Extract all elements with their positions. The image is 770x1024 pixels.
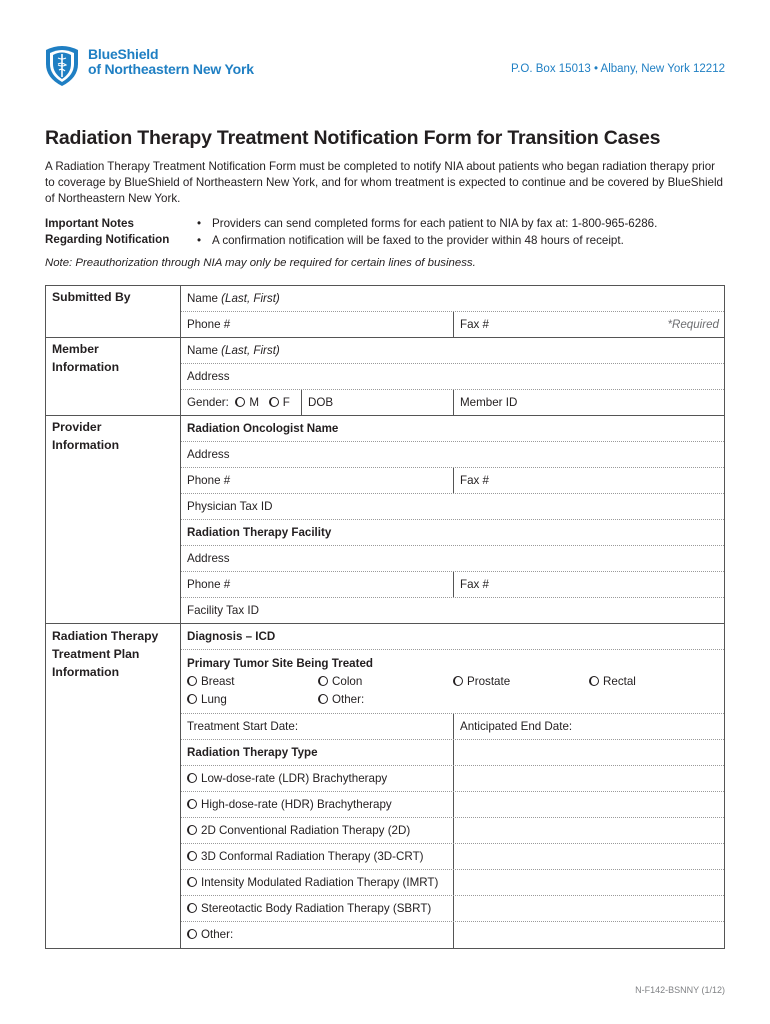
treatment-dates-row [181,714,724,740]
therapy-option-other[interactable]: Other: [181,922,724,948]
radio-circle-icon[interactable] [453,676,463,686]
notes-list [197,216,657,249]
submitter-contact-row [181,312,724,338]
treatment-start-date-field[interactable]: Treatment Start Date: [187,720,299,733]
provider-fax-field[interactable]: Fax # [453,468,724,493]
radio-circle-icon[interactable] [187,877,197,887]
radio-circle-icon[interactable] [187,825,197,835]
therapy-type-heading: Radiation Therapy Type [187,746,318,759]
page-title: Radiation Therapy Treatment Notification Form for Transition Cases [45,127,661,149]
radio-circle-icon[interactable] [318,676,328,686]
therapy-option-imrt[interactable]: Intensity Modulated Radiation Therapy (IMRT) [181,870,724,896]
section-divider [46,337,181,338]
member-address-field[interactable]: Address [181,364,724,390]
submitter-fax-field[interactable]: Fax # [453,312,724,337]
radio-circle-icon[interactable] [187,773,197,783]
section-treatment: Radiation Therapy Treatment Plan Information [52,629,159,679]
diagnosis-icd-field[interactable]: Diagnosis – ICD [181,624,724,650]
intro-paragraph: A Radiation Therapy Treatment Notification Form must be completed to notify NIA about patients who began radiation therapy prior to coverage by BlueShield of Northeastern New York, and for whom treatment is expected to continue and be covered by BlueShield of Northeastern New York. [45,160,723,205]
submitter-phone-field[interactable]: Phone # [187,318,231,331]
notes-heading: Important Notes Regarding Notification [45,217,170,246]
section-divider [46,623,181,624]
site-option-colon[interactable]: Colon [318,673,362,691]
radio-gender-m[interactable] [235,397,245,407]
dob-field[interactable]: DOB [301,390,453,415]
radio-circle-icon[interactable] [589,676,599,686]
section-divider [46,415,181,416]
gender-field: Gender: M F [187,396,290,409]
facility-tax-id-field[interactable]: Facility Tax ID [181,598,724,624]
therapy-option-3d-crt[interactable]: 3D Conformal Radiation Therapy (3D-CRT) [181,844,724,870]
site-option-lung[interactable]: Lung [187,691,227,709]
site-option-rectal[interactable]: Rectal [589,673,636,691]
section-member: Member Information [52,342,120,374]
member-name-field[interactable]: Name (Last, First) [181,338,724,364]
radio-circle-icon[interactable] [318,694,328,704]
member-id-field[interactable]: Member ID [453,390,724,415]
provider-address-field[interactable]: Address [181,442,724,468]
radio-circle-icon[interactable] [187,903,197,913]
site-option-prostate[interactable]: Prostate [453,673,510,691]
radio-circle-icon[interactable] [187,799,197,809]
therapy-type-heading-row [181,740,724,766]
logo-wordmark [88,47,254,77]
site-option-breast[interactable]: Breast [187,673,235,691]
therapy-option-2d[interactable]: 2D Conventional Radiation Therapy (2D) [181,818,724,844]
shield-caduceus-icon [44,44,80,88]
preauth-note: Note: Preauthorization through NIA may only be required for certain lines of business. [45,257,476,269]
facility-name-field[interactable]: Radiation Therapy Facility [181,520,724,546]
logo-line2: of Northeastern New York [88,61,254,77]
section-provider: Provider Information [52,420,120,452]
submitter-name-field[interactable]: Name (Last, First) [181,286,724,312]
radio-circle-icon[interactable] [187,694,197,704]
anticipated-end-date-field[interactable]: Anticipated End Date: [453,714,724,739]
note-item: • A confirmation notification will be faxed to the provider within 48 hours of receipt. [197,233,657,250]
mailing-address: P.O. Box 15013 • Albany, New York 12212 [511,63,725,75]
member-details-row [181,390,724,416]
provider-contact-row [181,468,724,494]
oncologist-name-field[interactable]: Radiation Oncologist Name [181,416,724,442]
tumor-site-group [181,650,724,714]
radio-circle-icon[interactable] [187,676,197,686]
provider-phone-field[interactable]: Phone # [187,474,231,487]
facility-fax-field[interactable]: Fax # [453,572,724,597]
form-code: N-F142-BSNNY (1/12) [635,985,725,995]
therapy-option-sbrt[interactable]: Stereotactic Body Radiation Therapy (SBRT) [181,896,724,922]
site-option-other[interactable]: Other: [318,691,364,709]
tumor-site-heading: Primary Tumor Site Being Treated [187,657,373,670]
radio-gender-f[interactable] [269,397,279,407]
facility-phone-field[interactable]: Phone # [187,578,231,591]
radio-circle-icon[interactable] [187,851,197,861]
note-item: • Providers can send completed forms for each patient to NIA by fax at: 1-800-965-6286. [197,216,657,233]
logo-line1: BlueShield [88,46,159,62]
physician-tax-id-field[interactable]: Physician Tax ID [181,494,724,520]
facility-contact-row [181,572,724,598]
therapy-option-hdr[interactable]: High-dose-rate (HDR) Brachytherapy [181,792,724,818]
section-submitted-by: Submitted By [52,290,131,304]
blueshield-logo [44,44,264,92]
notification-form [45,285,725,949]
required-note: *Required [667,318,719,331]
radio-circle-icon[interactable] [187,929,197,939]
facility-address-field[interactable]: Address [181,546,724,572]
therapy-option-ldr[interactable]: Low-dose-rate (LDR) Brachytherapy [181,766,724,792]
